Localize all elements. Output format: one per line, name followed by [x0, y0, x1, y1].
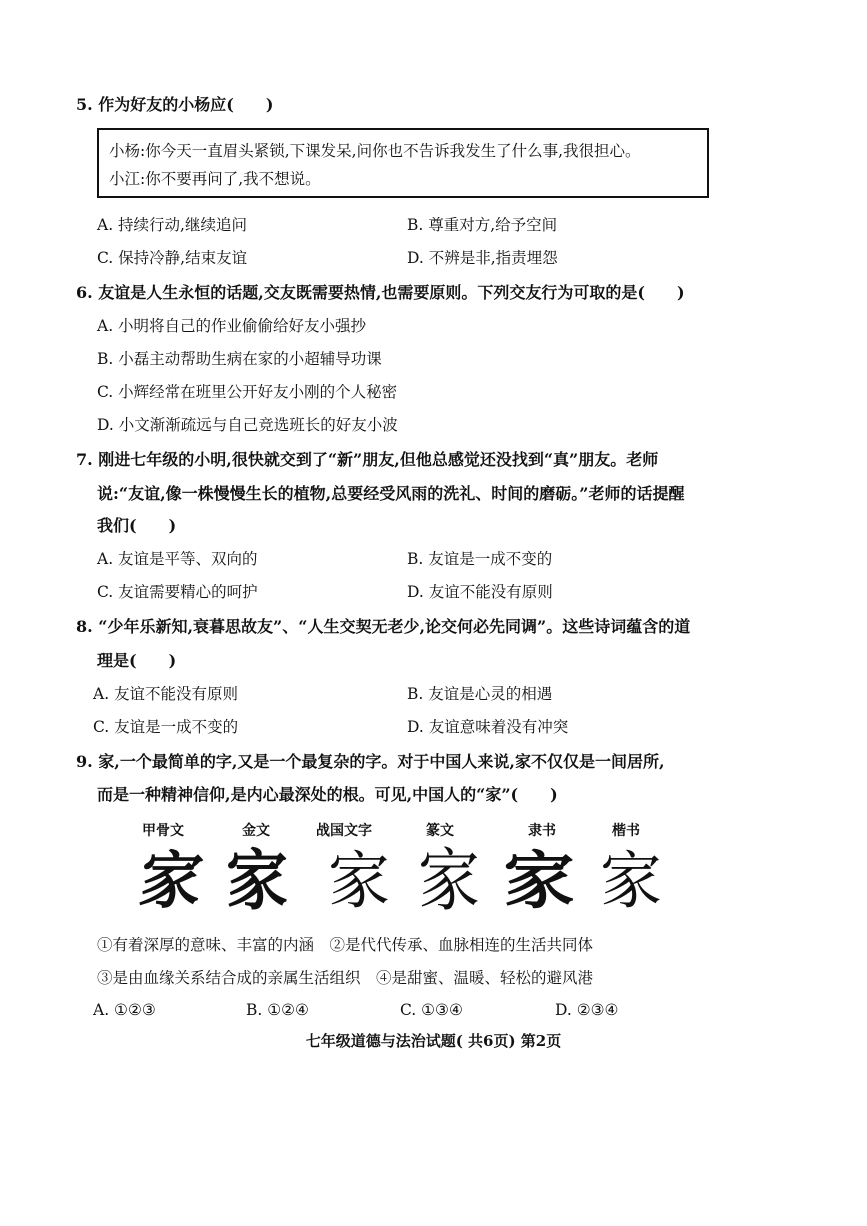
question-7-stem-line-1: 7. 刚进七年级的小明,很快就交到了“新”朋友,但他总感觉还没找到“真”朋友。老师: [76, 450, 659, 469]
glyph-clerical: 家: [503, 844, 575, 917]
q9-option-c[interactable]: C. ①③④: [400, 1001, 463, 1019]
q7-option-a[interactable]: A. 友谊是平等、双向的: [97, 550, 258, 568]
glyph-regular: 家: [600, 844, 663, 917]
q9-option-b[interactable]: B. ①②④: [246, 1001, 309, 1019]
question-8-stem-line-1: 8. “少年乐新知,衰暮思故友”、“人生交契无老少,论交何必先同调”。这些诗词蕴含的道: [76, 617, 691, 636]
page-footer: 七年级道德与法治试题( 共6页) 第2页: [305, 1032, 562, 1050]
dialog-box: [97, 128, 709, 198]
script-label-regular: 楷书: [612, 823, 640, 839]
q9-option-a[interactable]: A. ①②③: [93, 1001, 156, 1019]
q6-option-c[interactable]: C. 小辉经常在班里公开好友小刚的个人秘密: [97, 383, 398, 401]
script-evolution-figure: [130, 820, 690, 930]
script-label-seal: 篆文: [426, 823, 454, 839]
q8-option-c[interactable]: C. 友谊是一成不变的: [93, 718, 239, 736]
q6-option-d[interactable]: D. 小文渐渐疏远与自己竞选班长的好友小波: [97, 416, 398, 434]
dialog-line-xiaojiang: 小江:你不要再问了,我不想说。: [109, 170, 321, 188]
script-label-oracle: 甲骨文: [142, 823, 184, 839]
q9-statement-line-1: ①有着深厚的意味、丰富的内涵 ②是代代传承、血脉相连的生活共同体: [97, 936, 594, 954]
q7-option-d[interactable]: D. 友谊不能没有原则: [407, 583, 553, 601]
script-label-warring-states: 战国文字: [316, 823, 372, 839]
q8-option-a[interactable]: A. 友谊不能没有原则: [93, 685, 239, 703]
question-6-stem: 6. 友谊是人生永恒的话题,交友既需要热情,也需要原则。下列交友行为可取的是( ): [76, 283, 685, 302]
q6-option-a[interactable]: A. 小明将自己的作业偷偷给好友小强抄: [97, 317, 367, 335]
q5-option-b[interactable]: B. 尊重对方,给予空间: [407, 216, 558, 234]
glyph-oracle: 家: [134, 844, 208, 917]
script-label-bronze: 金文: [242, 823, 270, 839]
q9-option-d[interactable]: D. ②③④: [555, 1001, 619, 1019]
glyph-warring-states: 家: [328, 844, 391, 917]
question-9-stem-line-1: 9. 家,一个最简单的字,又是一个最复杂的字。对于中国人来说,家不仅仅是一间居所,: [76, 752, 665, 771]
question-7-stem-line-3: 我们( ): [97, 516, 177, 535]
question-7-stem-line-2: 说:“友谊,像一株慢慢生长的植物,总要经受风雨的洗礼、时间的磨砺。”老师的话提醒: [97, 484, 685, 503]
script-label-clerical: 隶书: [528, 823, 556, 839]
q8-option-d[interactable]: D. 友谊意味着没有冲突: [407, 718, 569, 736]
q7-option-b[interactable]: B. 友谊是一成不变的: [407, 550, 553, 568]
q5-option-c[interactable]: C. 保持冷静,结束友谊: [97, 249, 248, 267]
glyph-bronze: 家: [226, 842, 289, 919]
question-8-stem-line-2: 理是( ): [97, 651, 177, 670]
q8-option-b[interactable]: B. 友谊是心灵的相遇: [407, 685, 553, 703]
q5-option-d[interactable]: D. 不辨是非,指责埋怨: [407, 249, 558, 267]
question-9-stem-line-2: 而是一种精神信仰,是内心最深处的根。可见,中国人的“家”( ): [97, 785, 558, 804]
q9-statement-line-2: ③是由血缘关系结合成的亲属生活组织 ④是甜蜜、温暖、轻松的避风港: [97, 969, 594, 987]
q5-option-a[interactable]: A. 持续行动,继续追问: [97, 216, 247, 234]
dialog-line-xiaoyang: 小杨:你今天一直眉头紧锁,下课发呆,问你也不告诉我发生了什么事,我很担心。: [109, 142, 641, 160]
q7-option-c[interactable]: C. 友谊需要精心的呵护: [97, 583, 258, 601]
q6-option-b[interactable]: B. 小磊主动帮助生病在家的小超辅导功课: [97, 350, 382, 368]
glyph-seal: 家: [418, 840, 481, 921]
question-5-stem: 5. 作为好友的小杨应( ): [76, 95, 274, 114]
